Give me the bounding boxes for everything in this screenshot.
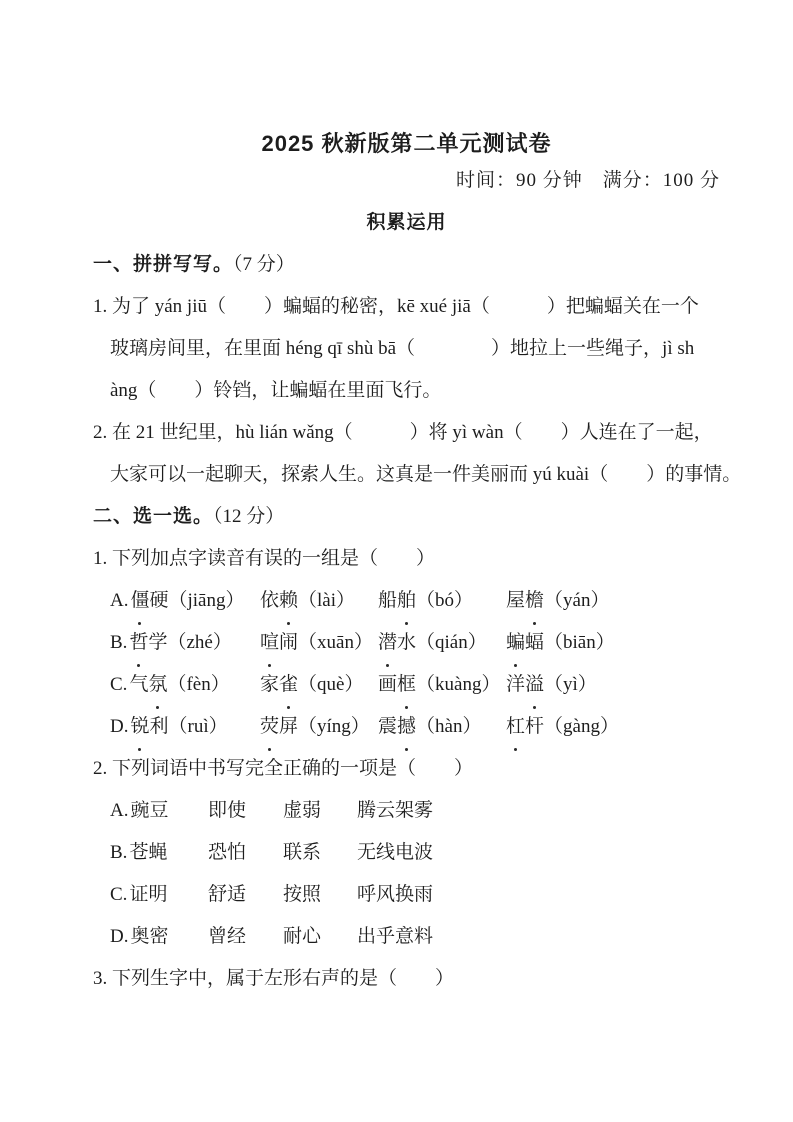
word-cell xyxy=(110,874,208,916)
option-letter: D. xyxy=(110,926,129,947)
s2q2-option-b xyxy=(93,832,720,874)
s2q2-option-d xyxy=(93,916,720,958)
word-post: 蝠（biān） xyxy=(525,632,615,653)
section2-points: （12 分） xyxy=(213,506,285,527)
word-with-pinyin xyxy=(506,706,619,748)
word-cell: 曾经 xyxy=(208,926,247,947)
word-with-pinyin xyxy=(506,580,609,622)
word-with-pinyin xyxy=(110,706,260,748)
s1q2-line1: 2. 在 21 世纪里，hù lián wǎng（ ）将 yì wàn（ ）人连在了一起， xyxy=(93,422,713,443)
s2q1-option-b xyxy=(93,622,720,664)
word-post: （kuàng） xyxy=(416,674,501,695)
word-post: （lài） xyxy=(298,590,356,611)
section2-heading-name: 二、选一选。 xyxy=(93,506,214,527)
word-pre: 震 xyxy=(378,716,398,737)
page-title: 2025 秋新版第二单元测试卷 xyxy=(261,131,552,156)
word-post: 学（zhé） xyxy=(148,632,232,653)
part-header: 积累运用 xyxy=(366,212,447,233)
word-with-pinyin xyxy=(506,622,615,664)
option-letter: A. xyxy=(110,590,129,611)
word-with-pinyin xyxy=(378,580,506,622)
word-cell: 虚弱 xyxy=(283,800,322,821)
dotted-char: 潜 xyxy=(378,622,397,664)
word-post: 水（qián） xyxy=(397,632,487,653)
s2q2-option-c xyxy=(93,874,720,916)
s2q1-option-a xyxy=(93,580,720,622)
s2q3-stem: 3. 下列生字中，属于左形右声的是（ ） xyxy=(93,968,455,989)
word-cell xyxy=(110,916,208,958)
word-with-pinyin xyxy=(378,622,506,664)
word-post: （bó） xyxy=(416,590,474,611)
word-pre: 依 xyxy=(260,590,280,611)
dotted-char: 锐 xyxy=(130,706,149,748)
s1q1-line3: àng（ ）铃铛，让蝙蝠在里面飞行。 xyxy=(110,380,442,401)
word-with-pinyin xyxy=(260,664,378,706)
word-cell: 舒适 xyxy=(208,884,247,905)
word-cell: 联系 xyxy=(283,842,322,863)
dotted-char: 雀 xyxy=(279,664,298,706)
dotted-char: 撼 xyxy=(397,706,416,748)
word-with-pinyin xyxy=(260,706,378,748)
s2q1-option-d xyxy=(93,706,720,748)
section1-points: （7 分） xyxy=(233,254,295,275)
word-post: （fèn） xyxy=(167,674,230,695)
word-cell: 呼风换雨 xyxy=(357,884,434,905)
word-with-pinyin xyxy=(260,580,378,622)
dotted-char: 喧 xyxy=(260,622,279,664)
dotted-char: 僵 xyxy=(130,580,149,622)
word-with-pinyin xyxy=(378,664,506,706)
dotted-char: 蝙 xyxy=(506,622,525,664)
word-with-pinyin xyxy=(378,706,506,748)
option-letter: A. xyxy=(110,800,129,821)
word-pre: 洋 xyxy=(506,674,526,695)
section1-heading-name: 一、拼拼写写。 xyxy=(93,254,234,275)
word-pre: 家 xyxy=(260,674,280,695)
word-cell: 即使 xyxy=(208,800,247,821)
s1q1-line2: 玻璃房间里，在里面 héng qī shù bā（ ）地拉上一些绳子，jì sh xyxy=(110,338,695,359)
word-cell xyxy=(110,790,208,832)
dotted-char: 舶 xyxy=(397,580,416,622)
word-post: （yì） xyxy=(544,674,597,695)
word: 豌豆 xyxy=(130,800,169,821)
dotted-char: 氛 xyxy=(148,664,167,706)
word-post: 硬（jiāng） xyxy=(149,590,245,611)
word-post: 利（ruì） xyxy=(149,716,228,737)
word-cell: 按照 xyxy=(283,884,322,905)
word-post: 杆（gàng） xyxy=(525,716,619,737)
word-with-pinyin xyxy=(110,664,260,706)
word-with-pinyin xyxy=(110,580,260,622)
dotted-char: 哲 xyxy=(129,622,148,664)
word-with-pinyin xyxy=(110,622,260,664)
word-cell: 无线电波 xyxy=(357,842,434,863)
section1-heading xyxy=(93,244,720,286)
word-cell: 腾云架雾 xyxy=(357,800,434,821)
dotted-char: 荧 xyxy=(260,706,279,748)
word: 证明 xyxy=(129,884,168,905)
word-with-pinyin xyxy=(506,664,597,706)
word-cell xyxy=(110,832,208,874)
option-letter: D. xyxy=(110,716,129,737)
word-post: 闹（xuān） xyxy=(279,632,373,653)
s2q2-option-a xyxy=(93,790,720,832)
word-cell: 恐怕 xyxy=(208,842,247,863)
dotted-char: 框 xyxy=(397,664,416,706)
option-letter: C. xyxy=(110,674,128,695)
dotted-char: 檐 xyxy=(525,580,544,622)
word-post: （hàn） xyxy=(416,716,482,737)
word-pre: 画 xyxy=(378,674,398,695)
word-cell: 耐心 xyxy=(283,926,322,947)
word-post: 屏（yíng） xyxy=(279,716,370,737)
s1q1-line1: 1. 为了 yán jiū（ ）蝙蝠的秘密，kē xué jiā（ ）把蝙蝠关在一个 xyxy=(93,296,699,317)
word-cell: 出乎意料 xyxy=(357,926,434,947)
word-post: （yán） xyxy=(544,590,610,611)
time-score-meta: 时间：90 分钟 满分：100 分 xyxy=(455,170,720,191)
word-pre: 船 xyxy=(378,590,398,611)
option-letter: B. xyxy=(110,632,128,653)
word-pre: 屋 xyxy=(506,590,526,611)
word-with-pinyin xyxy=(260,622,378,664)
s2q2-stem: 2. 下列词语中书写完全正确的一项是（ ） xyxy=(93,758,474,779)
word-pre: 气 xyxy=(129,674,149,695)
s2q1-stem: 1. 下列加点字读音有误的一组是（ ） xyxy=(93,548,436,569)
section2-heading xyxy=(93,496,720,538)
word: 奥密 xyxy=(130,926,169,947)
s1q2-line2: 大家可以一起聊天，探索人生。这真是一件美丽而 yú kuài（ ）的事情。 xyxy=(110,464,742,485)
word-post: （què） xyxy=(298,674,364,695)
option-letter: B. xyxy=(110,842,128,863)
option-letter: C. xyxy=(110,884,128,905)
dotted-char: 赖 xyxy=(279,580,298,622)
s2q1-option-c xyxy=(93,664,720,706)
dotted-char: 杠 xyxy=(506,706,525,748)
word: 苍蝇 xyxy=(129,842,168,863)
dotted-char: 溢 xyxy=(525,664,544,706)
